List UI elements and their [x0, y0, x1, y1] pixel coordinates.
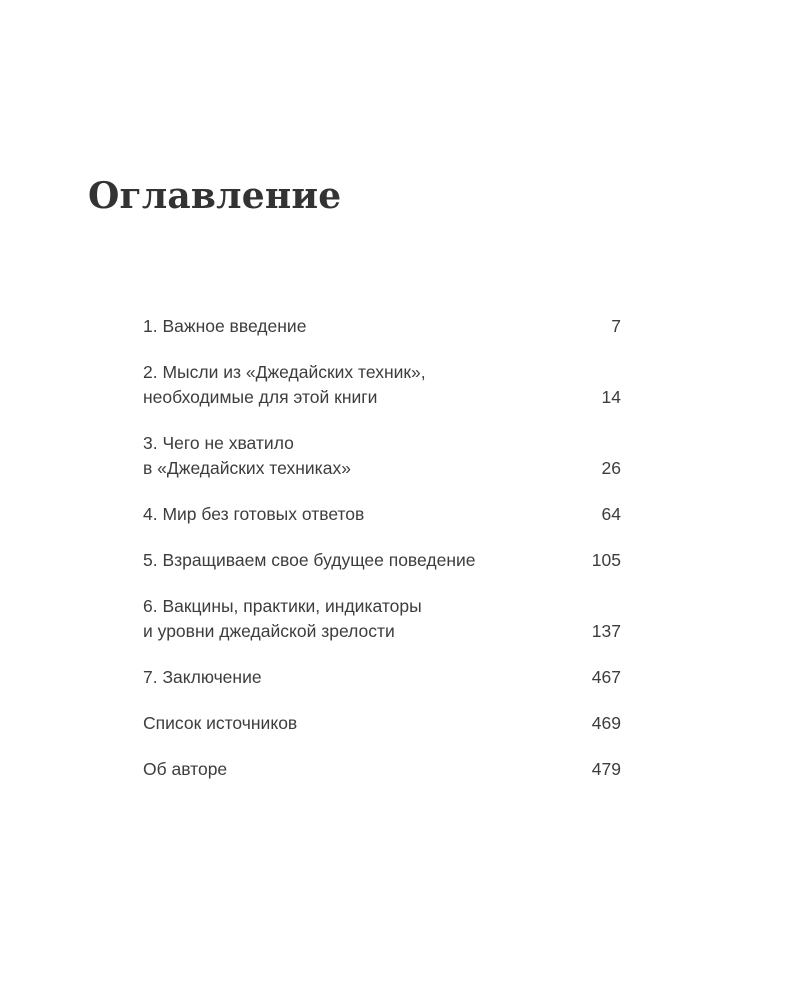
toc-entry-title-line: 4. Мир без готовых ответов	[143, 504, 365, 524]
toc-entry-page-number: 7	[611, 316, 621, 336]
toc-entry-important-introduction[interactable]	[143, 314, 621, 339]
toc-entry-world-without-ready-answers[interactable]	[143, 502, 621, 527]
toc-entry-page-number: 469	[591, 713, 621, 733]
toc-entry-title	[143, 548, 476, 573]
toc-entry-page-number: 137	[591, 621, 621, 641]
toc-entry-what-was-missing[interactable]	[143, 431, 621, 481]
toc-entry-title	[143, 757, 227, 782]
toc-entry-title	[143, 431, 351, 481]
page-title: Оглавление	[88, 175, 342, 217]
toc-entry-title	[143, 502, 364, 527]
toc-entry-title-line: необходимые для этой книги	[143, 387, 378, 407]
toc-entry-page-number: 467	[591, 667, 621, 687]
toc-entry-about-author[interactable]	[143, 757, 621, 782]
toc-entry-page-number: 26	[601, 458, 621, 478]
toc-entry-vaccines-practices-indicators[interactable]	[143, 594, 621, 644]
toc-entry-conclusion[interactable]	[143, 665, 621, 690]
toc-entry-title-line: 6. Вакцины, практики, индикаторы	[143, 596, 422, 616]
toc-entry-title	[143, 594, 422, 644]
toc-entry-title-line: 3. Чего не хватило	[143, 433, 294, 453]
toc-entry-title-line: в «Джедайских техниках»	[143, 458, 351, 478]
toc-entry-title-line: Список источников	[143, 713, 298, 733]
toc-entry-title	[143, 360, 426, 410]
toc-entry-title-line: и уровни джедайской зрелости	[143, 621, 395, 641]
toc-entry-thoughts-from-jedi-techniques[interactable]	[143, 360, 621, 410]
toc-entry-title-line: 1. Важное введение	[143, 316, 307, 336]
toc-entry-page-number: 479	[591, 759, 621, 779]
toc-entry-title	[143, 665, 262, 690]
toc-entry-growing-future-behavior[interactable]	[143, 548, 621, 573]
toc-entry-page-number: 105	[591, 550, 621, 570]
toc-entry-page-number: 64	[601, 504, 621, 524]
table-of-contents	[143, 314, 621, 803]
toc-entry-references[interactable]	[143, 711, 621, 736]
toc-entry-title-line: 5. Взращиваем свое будущее поведение	[143, 550, 476, 570]
toc-entry-title-line: Об авторе	[143, 759, 228, 779]
toc-entry-title	[143, 314, 306, 339]
toc-entry-title-line: 7. Заключение	[143, 667, 262, 687]
toc-entry-title	[143, 711, 297, 736]
toc-entry-page-number: 14	[601, 387, 621, 407]
toc-entry-title-line: 2. Мысли из «Джедайских техник»,	[143, 362, 426, 382]
